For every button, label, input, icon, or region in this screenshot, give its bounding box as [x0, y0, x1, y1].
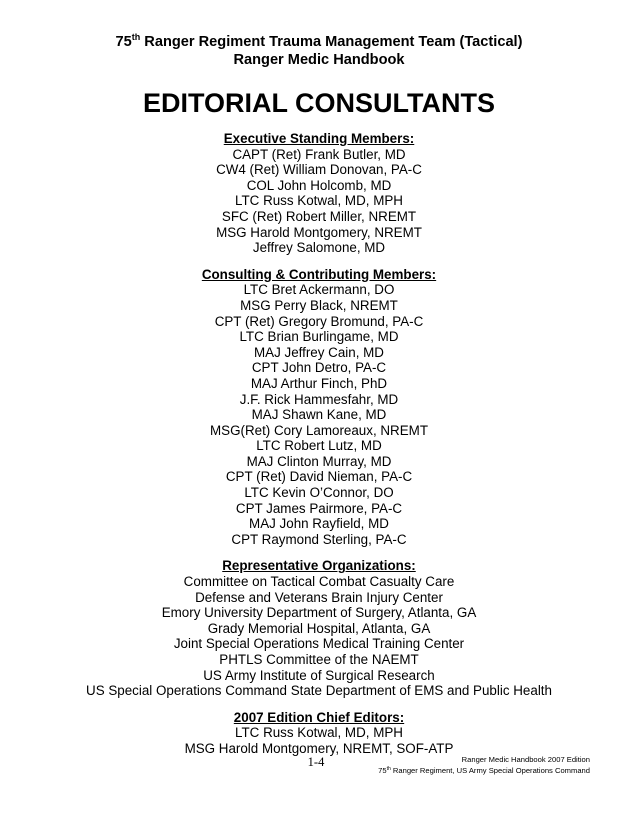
list-item: MSG Harold Montgomery, NREMT — [216, 224, 422, 240]
section-heading: Representative Organizations: — [222, 558, 416, 574]
footer-info — [378, 754, 590, 776]
list-item: Joint Special Operations Medical Training Center — [173, 636, 465, 652]
list-item: CPT (Ret) David Nieman, PA-C — [225, 469, 413, 485]
list-item: MAJ John Rayfield, MD — [249, 516, 389, 532]
section-chief-editors — [0, 710, 638, 757]
list-item: Grady Memorial Hospital, Atlanta, GA — [207, 620, 431, 636]
header-line-2: Ranger Medic Handbook — [233, 52, 405, 68]
footer-ordinal-suffix: th — [386, 766, 391, 772]
section-representative-organizations — [0, 558, 638, 698]
header-line-1 — [0, 33, 638, 51]
list-item: Committee on Tactical Combat Casualty Care — [183, 574, 455, 590]
list-item: LTC Russ Kotwal, MD, MPH — [235, 193, 403, 209]
list-item: Jeffrey Salomone, MD — [252, 240, 386, 256]
page-number: 1-4 — [307, 755, 325, 769]
list-item: MAJ Shawn Kane, MD — [251, 407, 387, 423]
list-item: LTC Brian Burlingame, MD — [239, 329, 399, 345]
footer-regiment — [378, 765, 590, 776]
list-item: CPT James Pairmore, PA-C — [235, 500, 403, 516]
section-heading: Executive Standing Members: — [223, 131, 415, 146]
list-item: CPT John Detro, PA-C — [251, 360, 387, 376]
list-item: CW4 (Ret) William Donovan, PA-C — [216, 162, 422, 178]
list-item: LTC Bret Ackermann, DO — [243, 282, 395, 298]
list-item: J.F. Rick Hammesfahr, MD — [239, 391, 399, 407]
footer-regiment-text: Ranger Regiment, US Army Special Operations Command — [390, 766, 590, 775]
header-ordinal-suffix: th — [131, 32, 141, 42]
document-header — [0, 33, 638, 69]
section-executive-members — [0, 131, 638, 256]
list-item: LTC Russ Kotwal, MD, MPH — [235, 725, 403, 741]
header-regiment-title: Ranger Regiment Trauma Management Team (Tactical) — [140, 34, 523, 50]
list-item: US Special Operations Command State Department of EMS and Public Health — [86, 683, 552, 699]
list-item: Defense and Veterans Brain Injury Center — [195, 589, 443, 605]
list-item: CPT Raymond Sterling, PA-C — [231, 531, 407, 547]
list-item: COL John Holcomb, MD — [246, 177, 392, 193]
list-item: PHTLS Committee of the NAEMT — [219, 652, 419, 667]
list-item: Emory University Department of Surgery, Atlanta, GA — [161, 605, 477, 621]
list-item: LTC Kevin O’Connor, DO — [244, 485, 394, 501]
list-item: MSG Harold Montgomery, NREMT, SOF-ATP — [184, 740, 454, 756]
footer-regiment-number: 75 — [378, 766, 387, 775]
list-item: MSG Perry Black, NREMT — [240, 297, 398, 313]
header-regiment-number: 75 — [115, 34, 132, 50]
list-item: MAJ Jeffrey Cain, MD — [254, 344, 384, 360]
list-item: US Army Institute of Surgical Research — [203, 667, 435, 683]
list-item: MSG(Ret) Cory Lamoreaux, NREMT — [209, 422, 428, 438]
section-consulting-members — [0, 267, 638, 548]
list-item: LTC Robert Lutz, MD — [256, 438, 382, 454]
list-item: MAJ Clinton Murray, MD — [246, 453, 392, 469]
list-item: MAJ Arthur Finch, PhD — [250, 375, 388, 391]
consultants-list — [0, 131, 638, 757]
list-item: SFC (Ret) Robert Miller, NREMT — [221, 208, 417, 224]
section-heading: 2007 Edition Chief Editors: — [233, 709, 405, 725]
footer-edition: Ranger Medic Handbook 2007 Edition — [461, 755, 590, 764]
section-heading: Consulting & Contributing Members: — [201, 266, 437, 282]
list-item: CPT (Ret) Gregory Bromund, PA-C — [214, 313, 424, 329]
page-title: EDITORIAL CONSULTANTS — [142, 88, 495, 118]
list-item: CAPT (Ret) Frank Butler, MD — [232, 146, 406, 162]
